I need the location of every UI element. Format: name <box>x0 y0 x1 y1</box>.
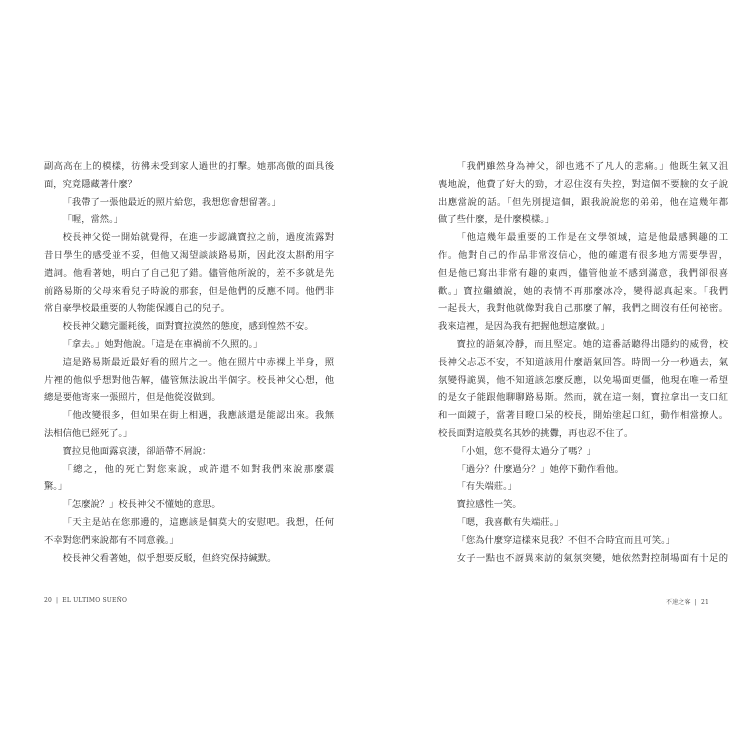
text-line: 「我帶了一張他最近的照片給您，我想您會想留著。」 <box>62 196 282 208</box>
paragraph <box>438 158 728 229</box>
text-line: 副高高在上的模樣，彷彿未受到家人過世的打擊。她那高傲的面具後 <box>44 161 334 172</box>
paragraph <box>438 532 728 550</box>
text-line: 「喔，當然。」 <box>62 214 124 226</box>
text-line: 歡。」寶拉繼續說，她的表情不再那麼冰冷，變得認真起來。「我們 <box>438 285 728 297</box>
text-line: 「您為什麼穿這樣來見我？不但不合時宜而且可笑。」 <box>456 534 676 546</box>
text-line: 總是要他寄來一張照片，但是他從沒做到。 <box>44 392 221 404</box>
text-line: 氛變得詭異，他不知道該怎麼反應，以免場面更僵，他現在唯一希望 <box>438 374 728 386</box>
text-line: 法相信他已經死了。」 <box>44 427 133 439</box>
text-line: 出應當說的話。「但先別提這個，跟我說說您的弟弟，他在這幾年都 <box>438 196 728 208</box>
paragraph <box>44 514 334 550</box>
paragraph <box>44 550 334 568</box>
page-number: 21 <box>700 599 709 606</box>
paragraph <box>44 211 334 229</box>
paragraph <box>44 194 334 212</box>
text-line: 校長神父聽完噩耗後，面對寶拉漠然的態度，感到惶然不安。 <box>62 321 314 333</box>
page-body <box>44 158 334 567</box>
page-footer <box>666 597 709 606</box>
text-line: 寶拉的語氣冷靜，而且堅定。她的這番話聽得出隱約的威脅，校 <box>456 338 728 350</box>
text-line: 喪地說，他費了好大的勁，才忍住沒有失控，對這個不要臉的女子說 <box>438 178 728 190</box>
text-line: 校長面對這般莫名其妙的挑釁，再也忍不住了。 <box>438 427 634 439</box>
page-footer <box>44 597 127 604</box>
text-line: 作。他對自己的作品非常沒信心，他的確還有很多地方需要學習， <box>438 249 728 261</box>
paragraph <box>438 443 728 461</box>
text-line: 昔日學生的感受並不妥，但他又渴望談談路易斯，因此沒太斟酌用字 <box>44 249 334 261</box>
text-line: 但是他已寫出非常有趣的東西，儘管他並不感到滿意，我們卻很喜 <box>438 267 728 279</box>
paragraph <box>44 318 334 336</box>
footer-separator: | <box>694 599 697 606</box>
text-line: 「小姐，您不覺得太過分了嗎？」 <box>456 445 597 457</box>
text-line: 常自豪學校最重要的人物能保護自己的兒子。 <box>44 303 230 315</box>
text-line: 我來這裡，是因為我有把握他想這麼做。」 <box>438 321 610 333</box>
running-head: 不速之客 <box>665 599 691 606</box>
text-line: 「拿去。」她對他說。「這是在車禍前不久照的。」 <box>62 338 263 350</box>
paragraph <box>438 336 728 443</box>
paragraph <box>44 229 334 318</box>
text-line: 做了些什麼，是什麼模樣。」 <box>438 214 555 226</box>
text-line: 「總之，他的死亡對您來說，或許還不如對我們來說那麼震 <box>62 463 334 475</box>
page-number: 20 <box>44 597 53 604</box>
text-line: 「過分？什麼過分？」她停下動作看他。 <box>456 463 624 475</box>
text-line: 「嗯，我喜歡有失端莊。」 <box>456 516 564 528</box>
text-line: 寶拉見他面露哀淒，卻語帶不屑說： <box>62 445 212 457</box>
text-line: 前路易斯的父母來看兒子時說的那套，但是他們的反應不同。他們非 <box>44 285 334 297</box>
text-line: 「有失端莊。」 <box>456 481 518 493</box>
page-body <box>438 158 728 567</box>
text-line: 「天主是站在您那邊的，這應該是個莫大的安慰吧。我想，任何 <box>62 516 334 528</box>
text-line: 校長神父看著她，似乎想要反駁，但終究保持緘默。 <box>62 552 277 564</box>
paragraph <box>44 407 334 443</box>
paragraph <box>438 514 728 532</box>
paragraph <box>438 550 728 568</box>
paragraph <box>44 496 334 514</box>
paragraph <box>438 229 728 336</box>
paragraph <box>44 354 334 407</box>
text-line: 「怎麼說？」校長神父不懂她的意思。 <box>62 499 221 511</box>
right-page <box>375 0 750 750</box>
paragraph <box>44 443 334 461</box>
footer-separator: | <box>56 597 59 604</box>
text-line: 面，究竟隱藏著什麼？ <box>44 178 137 190</box>
running-head: EL ULTIMO SUEÑO <box>62 597 128 604</box>
text-line: 片裡的他似乎想對他告解，儘管無法說出半個字。校長神父心想，他 <box>44 374 334 386</box>
paragraph <box>44 461 334 497</box>
paragraph <box>438 496 728 514</box>
text-line: 長神父忐忑不安，不知道該用什麼語氣回答。時間一分一秒過去，氣 <box>438 356 728 368</box>
text-line: 和一面鏡子，當著目瞪口呆的校長，開始塗起口紅，動作相當撩人。 <box>438 410 728 422</box>
text-line: 遣詞。他看著她，明白了自己犯了錯。儘管他所說的，差不多就是先 <box>44 267 334 279</box>
text-line: 校長神父從一開始就覺得，在進一步認識寶拉之前，過度流露對 <box>62 232 334 244</box>
paragraph <box>438 461 728 479</box>
text-line: 不幸對您們來說都有不同意義。」 <box>44 534 179 546</box>
text-line: 「他改變很多，但如果在街上相遇，我應該還是能認出來。我無 <box>62 410 334 422</box>
text-line: 女子一點也不訝異來訪的氣氛突變，她依然對控制場面有十足的 <box>456 552 728 564</box>
text-line: 「我們雖然身為神父，卻也逃不了凡人的悲痛。」他既生氣又沮 <box>456 161 728 172</box>
paragraph <box>44 158 334 194</box>
paragraph <box>438 478 728 496</box>
text-line: 「他這幾年最重要的工作是在文學領域，這是他最感興趣的工 <box>456 232 728 244</box>
paragraph <box>44 336 334 354</box>
text-line: 這是路易斯最近最好看的照片之一。他在照片中赤裸上半身，照 <box>62 356 334 368</box>
text-line: 寶拉感性一笑。 <box>456 499 522 511</box>
text-line: 驚。」 <box>44 481 68 493</box>
text-line: 的是女子能跟他聊聊路易斯。然而，就在這一刻，寶拉拿出一支口紅 <box>438 392 728 404</box>
text-line: 一起長大，我對他就像對我自己那麼了解，我們之間沒有任何祕密。 <box>438 303 728 315</box>
